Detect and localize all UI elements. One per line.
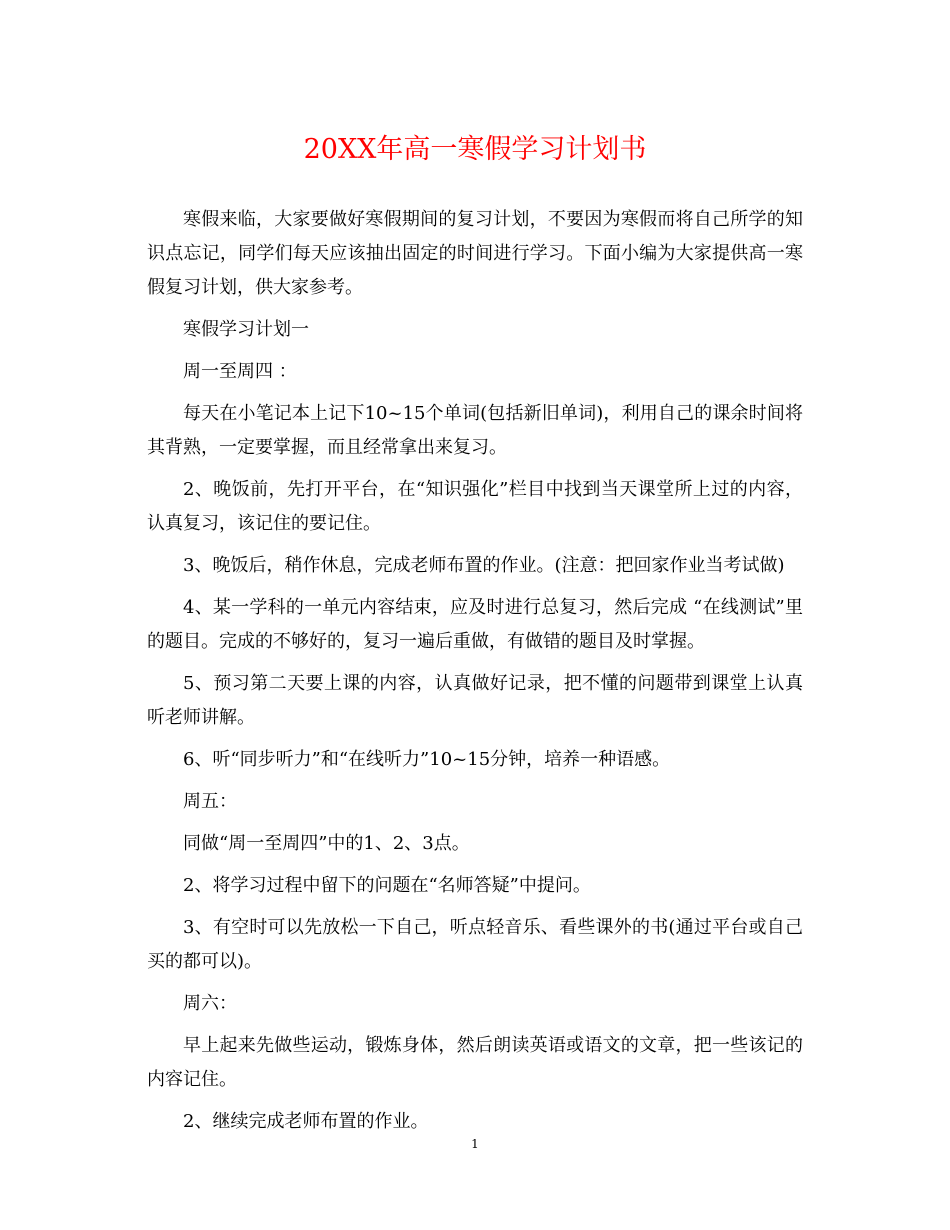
paragraph-saturday-heading: 周六：	[183, 993, 237, 1014]
document-body	[147, 203, 803, 1147]
paragraph-intro: 寒假来临，大家要做好寒假期间的复习计划，不要因为寒假而将自己所学的知识点忘记，同学们每天应该抽出固定的时间进行学习。下面小编为大家提供高一寒假复习计划，供大家参考。	[147, 209, 803, 298]
paragraph-mon-thu-item-1: 每天在小笔记本上记下10~15个单词(包括新旧单词)，利用自己的课余时间将其背熟，一定要掌握，而且经常拿出来复习。	[147, 403, 803, 458]
paragraph-mon-thu-item-5: 5、预习第二天要上课的内容，认真做好记录，把不懂的问题带到课堂上认真听老师讲解。	[147, 673, 803, 728]
paragraph-saturday-item-2: 2、继续完成老师布置的作业。	[183, 1111, 429, 1132]
paragraph-saturday-item-1: 早上起来先做些运动，锻炼身体，然后朗读英语或语文的文章，把一些该记的内容记住。	[147, 1035, 803, 1090]
paragraph-friday-item-1: 同做“周一至周四”中的1、2、3点。	[183, 833, 470, 854]
paragraph-mon-thu-item-6: 6、听“同步听力”和“在线听力”10~15分钟，培养一种语感。	[183, 749, 671, 770]
page-number: 1	[471, 1137, 479, 1151]
document-title: 20XX年高一寒假学习计划书	[303, 134, 647, 165]
paragraph-friday-heading: 周五：	[183, 791, 237, 812]
paragraph-mon-thu-item-3: 3、晚饭后，稍作休息，完成老师布置的作业。(注意：把回家作业当考试做)	[183, 555, 785, 576]
paragraph-friday-item-3: 3、有空时可以先放松一下自己，听点轻音乐、看些课外的书(通过平台或自己买的都可以)。	[147, 917, 803, 972]
paragraph-plan-heading: 寒假学习计划一	[183, 319, 309, 340]
paragraph-mon-thu-item-4: 4、某一学科的一单元内容结束，应及时进行总复习，然后完成 “在线测试”里的题目。完成的不够好的，复习一遍后重做，有做错的题目及时掌握。	[147, 597, 803, 652]
paragraph-mon-thu-heading: 周一至周四 ：	[183, 361, 297, 382]
paragraph-mon-thu-item-2: 2、晚饭前，先打开平台，在“知识强化”栏目中找到当天课堂所上过的内容，认真复习，该记住的要记住。	[147, 479, 803, 534]
paragraph-friday-item-2: 2、将学习过程中留下的问题在“名师答疑”中提问。	[183, 875, 591, 896]
